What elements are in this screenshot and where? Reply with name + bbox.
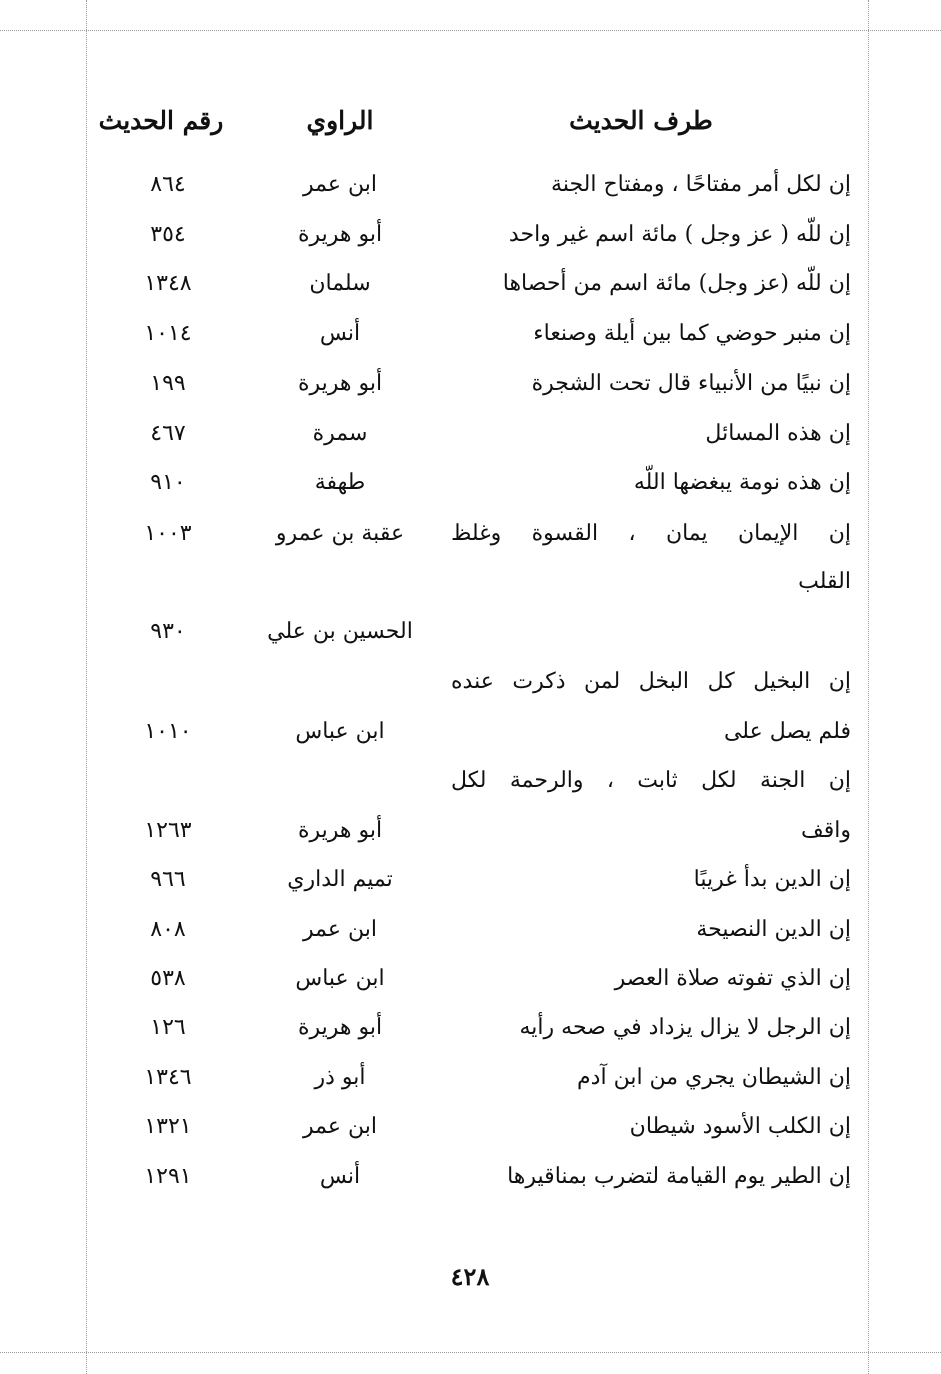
table-header bbox=[0, 106, 941, 148]
narrator: ابن عمر bbox=[303, 172, 377, 197]
table-row bbox=[0, 1008, 941, 1048]
hadith-text: فلم يصل على bbox=[723, 719, 851, 744]
hadith-text: إن هذه المسائل bbox=[705, 421, 851, 446]
table-row bbox=[0, 761, 941, 801]
table-row bbox=[0, 910, 941, 950]
table-row bbox=[0, 811, 941, 851]
narrator: ابن عمر bbox=[303, 1114, 377, 1139]
page-border-bottom bbox=[0, 1352, 941, 1353]
table-row bbox=[0, 364, 941, 404]
hadith-number: ١٩٩ bbox=[150, 371, 186, 396]
hadith-number: ١٢٦٣ bbox=[144, 818, 192, 843]
hadith-text: إن الكلب الأسود شيطان bbox=[629, 1114, 851, 1139]
narrator: أبو هريرة bbox=[297, 818, 383, 843]
table-row bbox=[0, 712, 941, 752]
narrator: أبو هريرة bbox=[297, 1015, 383, 1040]
table-row bbox=[0, 1058, 941, 1098]
table-row bbox=[0, 264, 941, 304]
page-number: ٤٢٨ bbox=[450, 1262, 490, 1291]
hadith-text: إن منبر حوضي كما بين أيلة وصنعاء bbox=[533, 321, 851, 346]
hadith-number: ١٣٤٨ bbox=[144, 271, 192, 296]
hadith-text: إن الطير يوم القيامة لتضرب بمناقيرها bbox=[507, 1164, 851, 1189]
hadith-text: إن الذي تفوته صلاة العصر bbox=[614, 966, 851, 991]
hadith-text: إن الإيمان يمان ، القسوة وغلظ bbox=[451, 521, 851, 546]
hadith-number: ٩٣٠ bbox=[150, 619, 186, 644]
table-row bbox=[0, 662, 941, 702]
hadith-number: ٤٦٧ bbox=[150, 421, 186, 446]
hadith-number: ١٠٠٣ bbox=[144, 521, 192, 546]
hadith-number: ٨٠٨ bbox=[150, 917, 186, 942]
hadith-text: إن الجنة لكل ثابت ، والرحمة لكل bbox=[451, 768, 851, 793]
narrator: ابن عباس bbox=[295, 966, 385, 991]
hadith-number: ٩٦٦ bbox=[150, 867, 186, 892]
narrator: تميم الداري bbox=[287, 867, 393, 892]
hadith-number: ١٢٩١ bbox=[144, 1164, 192, 1189]
narrator: ابن عباس bbox=[295, 719, 385, 744]
hadith-number: ١٢٦ bbox=[150, 1015, 186, 1040]
table-row bbox=[0, 414, 941, 454]
table-row bbox=[0, 1157, 941, 1197]
table-row bbox=[0, 463, 941, 503]
hadith-number: ١٠١٠ bbox=[144, 719, 192, 744]
hadith-text: إن البخيل كل البخل لمن ذكرت عنده bbox=[451, 669, 851, 694]
table-row bbox=[0, 215, 941, 255]
narrator: سلمان bbox=[309, 271, 371, 296]
narrator: أبو هريرة bbox=[297, 371, 383, 396]
hadith-number: ٣٥٤ bbox=[150, 222, 186, 247]
hadith-text: إن للّه (عز وجل) مائة اسم من أحصاها bbox=[502, 271, 851, 296]
hadith-number: ١٣٤٦ bbox=[144, 1065, 192, 1090]
table-row bbox=[0, 314, 941, 354]
hadith-text: إن الرجل لا يزال يزداد في صحه رأيه bbox=[519, 1015, 851, 1040]
hadith-number: ١٠١٤ bbox=[144, 321, 192, 346]
hadith-text: إن لكل أمر مفتاحًا ، ومفتاح الجنة bbox=[551, 172, 851, 197]
narrator: ابن عمر bbox=[303, 917, 377, 942]
header-hadith: طرف الحديث bbox=[569, 106, 713, 135]
narrator: الحسين بن علي bbox=[267, 619, 413, 644]
hadith-number: ٥٣٨ bbox=[150, 966, 186, 991]
table-row bbox=[0, 612, 941, 652]
hadith-number: ٨٦٤ bbox=[150, 172, 186, 197]
header-narrator: الراوي bbox=[306, 106, 374, 135]
hadith-text: إن نبيًا من الأنبياء قال تحت الشجرة bbox=[531, 371, 851, 396]
hadith-number: ٩١٠ bbox=[150, 470, 186, 495]
hadith-text: إن الدين بدأ غريبًا bbox=[693, 867, 851, 892]
narrator: أبو ذر bbox=[314, 1065, 366, 1090]
hadith-text: واقف bbox=[800, 818, 851, 843]
hadith-text: إن للّه ( عز وجل ) مائة اسم غير واحد bbox=[508, 222, 851, 247]
table-row bbox=[0, 1107, 941, 1147]
hadith-text: إن هذه نومة يبغضها اللّه bbox=[633, 470, 851, 495]
narrator: أبو هريرة bbox=[297, 222, 383, 247]
narrator: أنس bbox=[319, 321, 361, 346]
hadith-text: إن الشيطان يجري من ابن آدم bbox=[577, 1065, 851, 1090]
table-row bbox=[0, 165, 941, 205]
hadith-number: ١٣٢١ bbox=[144, 1114, 192, 1139]
narrator: أنس bbox=[319, 1164, 361, 1189]
table-row bbox=[0, 959, 941, 999]
table-row bbox=[0, 514, 941, 554]
page-border-top bbox=[0, 30, 941, 31]
hadith-text: القلب bbox=[798, 569, 851, 594]
narrator: سمرة bbox=[312, 421, 368, 446]
hadith-text: إن الدين النصيحة bbox=[696, 917, 851, 942]
table-row bbox=[0, 562, 941, 602]
table-row bbox=[0, 860, 941, 900]
header-number: رقم الحديث bbox=[98, 106, 224, 135]
narrator: طهفة bbox=[314, 470, 366, 495]
narrator: عقبة بن عمرو bbox=[275, 521, 405, 546]
